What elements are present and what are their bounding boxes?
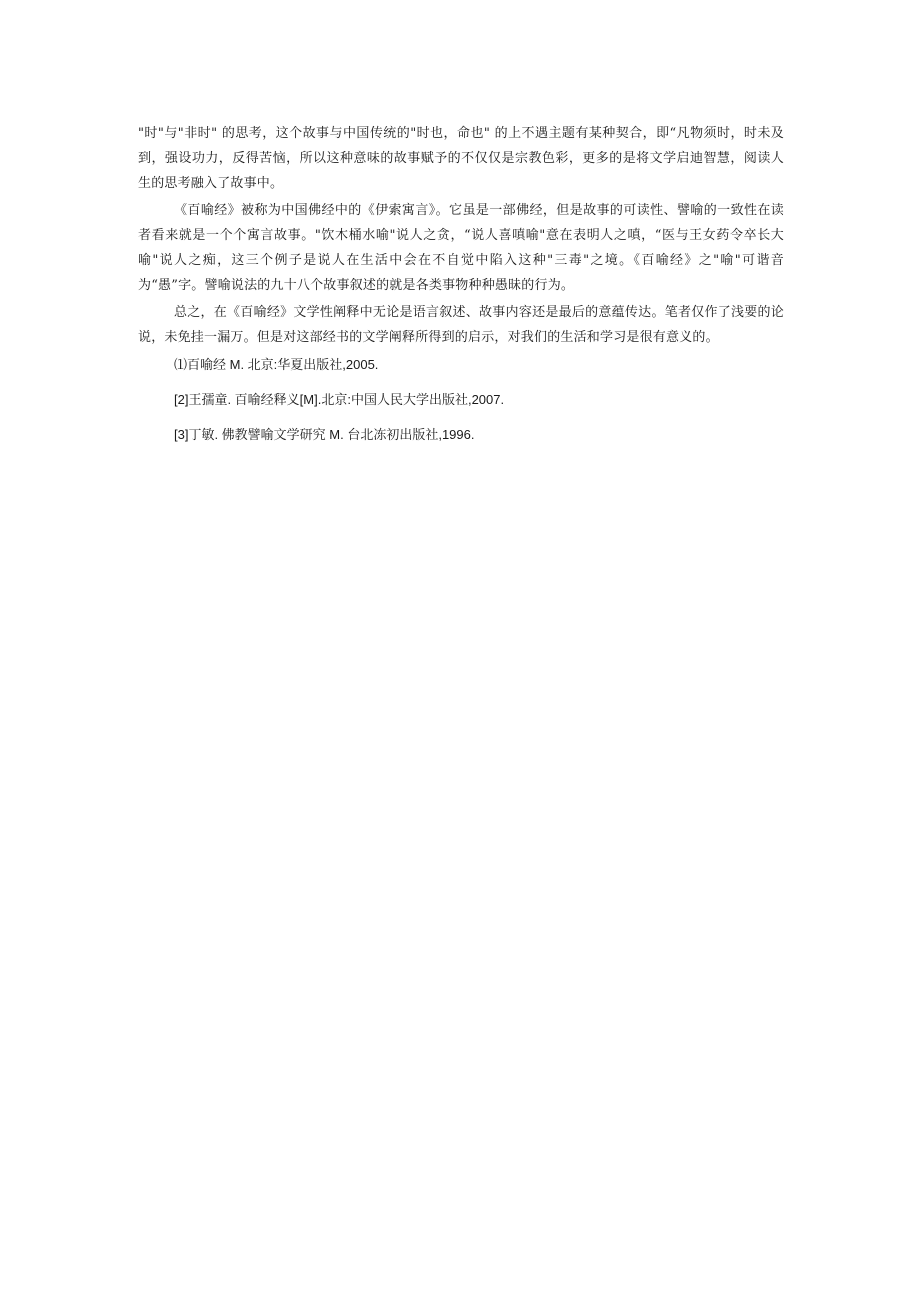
reference-item-1: ⑴百喻经 M. 北京:华夏出版社,2005. (174, 357, 379, 372)
reference-list (138, 352, 784, 447)
body-paragraph-3: 总之，在《百喻经》文学性阐释中无论是语言叙述、故事内容还是最后的意蕴传达。笔者仅作了浅要的论说，未免挂一漏万。但是对这部经书的文学阐释所得到的启示，对我们的生活和学习是很有意义的。 (138, 305, 784, 345)
document-body (138, 121, 784, 457)
reference-item-2: [2]王孺童. 百喻经释义[M].北京:中国人民大学出版社,2007. (174, 392, 505, 407)
body-paragraph-1: "时"与"非时" 的思考，这个故事与中国传统的"时也，命也" 的上不遇主题有某种契合，即“凡物须时，时未及到，强设功力，反得苦恼，所以这种意味的故事赋予的不仅仅是宗教色彩，更多的是将文学启迪智慧，阅读人生的思考融入了故事中。 (138, 126, 784, 191)
body-paragraph-2: 《百喻经》被称为中国佛经中的《伊索寓言》。它虽是一部佛经，但是故事的可读性、譬喻的一致性在读者看来就是一个个寓言故事。"饮木桶水喻"说人之贪，“说人喜嗔喻"意在表明人之嗔，“医与王女药令卒长大喻"说人之痴，这三个例子是说人在生活中会在不自觉中陷入这种"三毒"之境。《百喻经》之"喻"可谐音为“愚”字。譬喻说法的九十八个故事叙述的就是各类事物种种愚昧的行为。 (138, 203, 784, 293)
reference-item-3: [3]丁敏. 佛教譬喻文学研究 M. 台北冻初出版社,1996. (174, 427, 475, 442)
